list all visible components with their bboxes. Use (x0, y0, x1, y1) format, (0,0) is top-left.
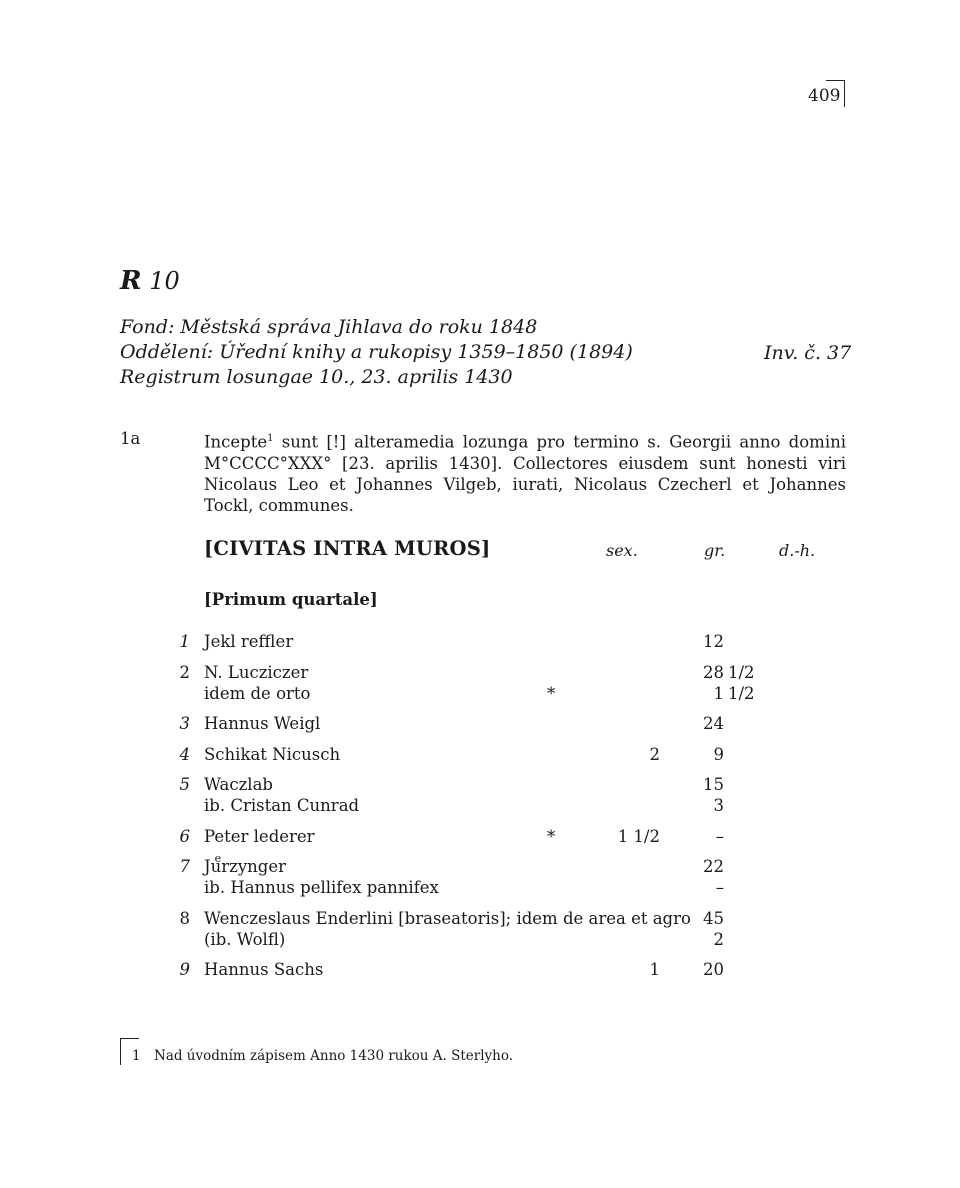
page-number: 409 (808, 86, 841, 106)
entry-name-part: rzynger (221, 857, 287, 876)
entry-gr: 22 (703, 857, 724, 876)
entry-number: 2 (179, 662, 190, 682)
intro-paragraph (204, 428, 846, 516)
footnote-ref: 1 (267, 433, 274, 444)
list-item (0, 774, 960, 816)
entry-number: 8 (179, 908, 190, 928)
entry-number: 1 (179, 632, 190, 651)
entry-number: 9 (179, 960, 190, 979)
footnote-number: 1 (132, 1048, 141, 1064)
entry-name: Jekl reffler (204, 632, 294, 651)
entry-gr: 45 (703, 908, 724, 928)
entry-gr: 20 (703, 960, 724, 979)
entry-name: Schikat Nicusch (204, 744, 341, 764)
heading-letter: R (120, 266, 142, 296)
entry-gr: 12 (703, 632, 724, 651)
entry-gr: 9 (713, 744, 724, 764)
entry-gr-fraction: 1/2 (728, 662, 755, 682)
footnote-text: Nad úvodním zápisem Anno 1430 rukou A. Sterlyho. (154, 1048, 514, 1064)
entry-name-part: e u (211, 857, 222, 876)
entry-number: 7 (179, 857, 190, 876)
list-item (0, 662, 960, 704)
list-item (0, 826, 960, 847)
entry-name: N. Lucziczer (204, 662, 309, 682)
entry-gr-fraction: 1/2 (728, 683, 755, 703)
entry-sex: 1 (649, 960, 660, 979)
meta-registrum: Registrum losungae 10., 23. aprilis 1430 (120, 366, 513, 388)
entry-number: 5 (179, 775, 190, 794)
entry-name: Hannus Sachs (204, 960, 324, 979)
entry-mark: * (547, 683, 556, 703)
entry-sex: 2 (649, 744, 660, 764)
entry-name: idem de orto (204, 683, 311, 703)
section-title: [CIVITAS INTRA MUROS] (204, 537, 491, 560)
footnote (132, 1048, 513, 1064)
entry-number: 4 (179, 744, 190, 764)
entry-name-part: J (204, 857, 211, 876)
meta-oddeleni: Oddělení: Úřední knihy a rukopisy 1359–1850 (1894) (120, 341, 633, 363)
entry-gr: 15 (703, 775, 724, 794)
document-heading (120, 266, 180, 296)
column-header-sex: sex. (606, 541, 638, 560)
list-item (0, 856, 960, 898)
entry-number: 6 (179, 826, 190, 846)
column-header-gr: gr. (704, 541, 726, 560)
column-header-dh: d.-h. (779, 541, 816, 560)
entry-gr: 3 (713, 796, 724, 815)
entry-name: Wenczeslaus Enderlini [braseatoris]; idem de area et agro (204, 908, 691, 928)
page-corner-mark (826, 80, 845, 107)
entry-gr: 2 (713, 929, 724, 949)
entry-name: ib. Cristan Cunrad (204, 796, 360, 815)
list-item (0, 631, 960, 652)
entry-gr: 1 (713, 683, 724, 703)
entry-gr: 28 (703, 662, 724, 682)
entry-name (204, 856, 286, 877)
entry-mark: * (547, 826, 556, 846)
list-item (0, 744, 960, 765)
entry-gr: – (715, 878, 724, 897)
entries-list (0, 631, 960, 990)
entry-sex: 1 1/2 (617, 826, 660, 846)
heading-number: 10 (149, 267, 180, 295)
entry-gr: – (715, 826, 724, 846)
entry-name: Peter lederer (204, 826, 315, 846)
list-item (0, 908, 960, 950)
meta-inventory: Inv. č. 37 (764, 342, 852, 364)
entry-number: 3 (179, 714, 190, 733)
entry-name: ib. Hannus pellifex pannifex (204, 878, 439, 897)
entry-name: Hannus Weigl (204, 714, 321, 733)
quartale-heading: [Primum quartale] (204, 590, 378, 609)
intro-text: sunt [!] alteramedia lozunga pro termino s. Georgii anno domini M°CCCC°XXX° [23. aprilis 1430]. Collectores eiusdem sunt honesti viri Nicolaus Leo et Johannes Vilgeb, iurati, Nicolaus Czecherl et Johannes Tockl, communes. (204, 432, 846, 515)
entry-reference: 1a (120, 429, 141, 448)
list-item (0, 713, 960, 734)
entry-name: Waczlab (204, 775, 273, 794)
meta-fond: Fond: Městská správa Jihlava do roku 1848 (120, 316, 538, 338)
intro-word: Incepte (204, 432, 268, 452)
entry-gr: 24 (703, 714, 724, 733)
entry-name: (ib. Wolfl) (204, 929, 286, 949)
list-item (0, 959, 960, 980)
